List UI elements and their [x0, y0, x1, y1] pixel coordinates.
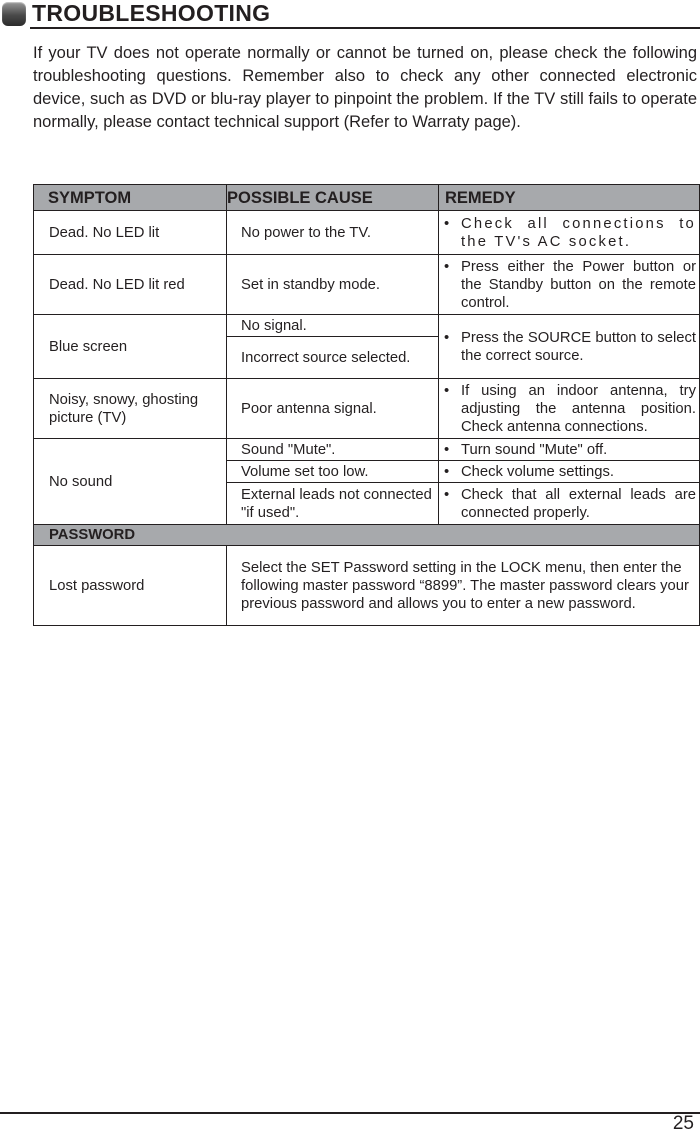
table-row: [34, 379, 700, 439]
cause-cell: External leads not connected "if used".: [227, 483, 439, 525]
intro-paragraph: If your TV does not operate normally or cannot be turned on, please check the following troubleshooting questions. Remember also to check any other connected electronic device, such as DVD or blu-ray player to pinpoint the problem. If the TV still fails to operate normally, please contact technical support (Refer to Warraty page).: [33, 44, 697, 131]
rounded-square-icon: [2, 2, 26, 26]
remedy-cell: • Press either the Power button or the Standby button on the remote control.: [439, 255, 700, 315]
cause-cell: No power to the TV.: [227, 211, 439, 255]
cause-cell: Incorrect source selected.: [227, 337, 439, 379]
table-row: [34, 255, 700, 315]
page-header: [0, 0, 700, 30]
cause-cell: Volume set too low.: [227, 461, 439, 483]
table-header-row: [34, 185, 700, 211]
cause-cell: Poor antenna signal.: [227, 379, 439, 439]
remedy-cell: • Check all connections to the TV's AC socket.: [439, 211, 700, 255]
password-section-header: [34, 525, 700, 546]
remedy-cell: Select the SET Password setting in the LOCK menu, then enter the following master password “8899”. The master password clears your previous password and allows you to enter a new password.: [227, 546, 700, 626]
bullet: •: [444, 329, 450, 346]
cause-cell: Set in standby mode.: [227, 255, 439, 315]
bullet: •: [444, 463, 450, 480]
page-title: TROUBLESHOOTING: [32, 0, 271, 26]
table-row: [34, 315, 700, 337]
cause-cell: Sound "Mute".: [227, 439, 439, 461]
remedy-cell: • Check that all external leads are connected properly.: [439, 483, 700, 525]
troubleshooting-table: [33, 184, 700, 626]
table-row: [34, 439, 700, 461]
symptom-cell: Dead. No LED lit: [34, 211, 227, 255]
page-number: 25: [672, 1113, 694, 1134]
symptom-cell: Lost password: [34, 546, 227, 626]
header-rule: [30, 27, 700, 29]
bullet: •: [444, 258, 450, 275]
symptom-cell: Noisy, snowy, ghosting picture (TV): [34, 379, 227, 439]
column-header-symptom: SYMPTOM: [34, 185, 227, 211]
column-header-remedy: REMEDY: [439, 185, 700, 211]
remedy-cell: • Press the SOURCE button to select the correct source.: [439, 315, 700, 379]
remedy-cell: • Check volume settings.: [439, 461, 700, 483]
column-header-cause: POSSIBLE CAUSE: [227, 185, 439, 211]
remedy-cell: • If using an indoor antenna, try adjusting the antenna position. Check antenna connections.: [439, 379, 700, 439]
remedy-cell: • Turn sound "Mute" off.: [439, 439, 700, 461]
table-row: [34, 546, 700, 626]
symptom-cell: Blue screen: [34, 315, 227, 379]
bullet: •: [444, 382, 450, 399]
table-row: [34, 211, 700, 255]
bullet: •: [444, 215, 450, 232]
bullet: •: [444, 486, 450, 503]
symptom-cell: Dead. No LED lit red: [34, 255, 227, 315]
password-title: PASSWORD: [34, 525, 700, 546]
symptom-cell: No sound: [34, 439, 227, 525]
footer-rule: [0, 1112, 700, 1114]
cause-cell: No signal.: [227, 315, 439, 337]
bullet: •: [444, 441, 450, 458]
